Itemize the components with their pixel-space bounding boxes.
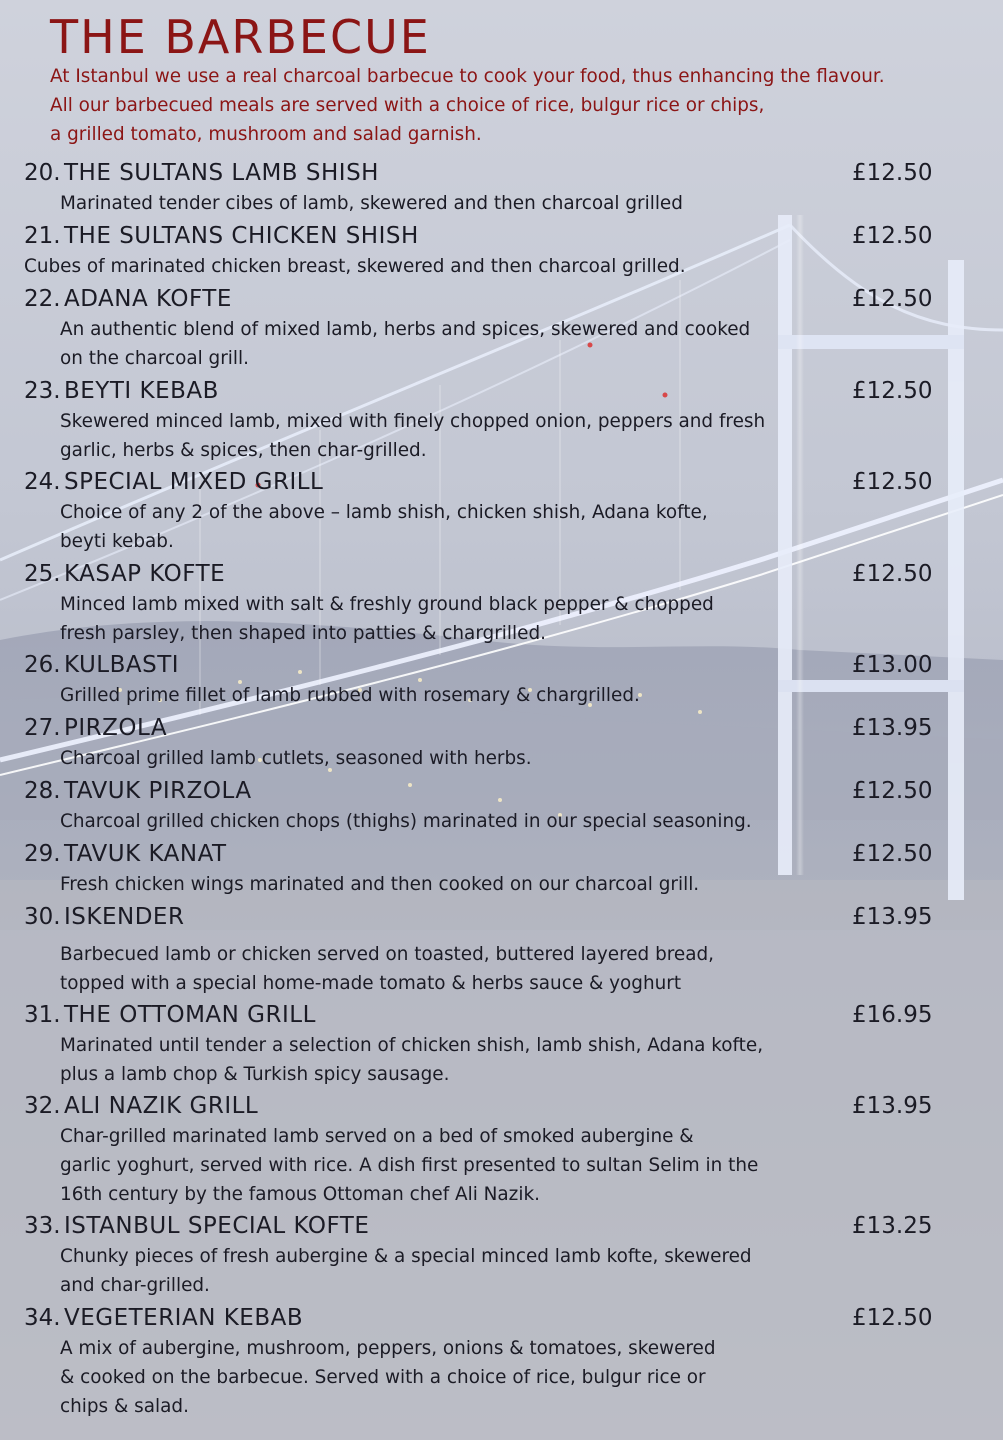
item-name: ALI NAZIK GRILL xyxy=(64,1093,259,1119)
item-name: PIRZOLA xyxy=(64,715,168,741)
item-description xyxy=(60,315,860,373)
intro-line: All our barbecued meals are served with a choice of rice, bulgur rice or chips, xyxy=(50,95,765,116)
item-number: 20. xyxy=(24,160,61,186)
item-number: 25. xyxy=(24,561,61,587)
item-number: 34. xyxy=(24,1305,61,1331)
item-price: £12.50 xyxy=(852,223,933,249)
menu-item xyxy=(0,376,1003,465)
item-number: 24. xyxy=(24,469,61,495)
description-line: and char-grilled. xyxy=(60,1275,210,1296)
item-number: 22. xyxy=(24,286,61,312)
item-name: TAVUK KANAT xyxy=(64,841,227,867)
item-name: ISKENDER xyxy=(64,904,185,930)
item-price: £13.00 xyxy=(852,652,933,678)
item-name: VEGETERIAN KEBAB xyxy=(64,1305,304,1331)
item-description xyxy=(60,498,860,556)
item-price: £13.95 xyxy=(852,715,933,741)
menu-item xyxy=(0,839,1003,899)
item-price: £16.95 xyxy=(852,1002,933,1028)
menu-item xyxy=(0,1091,1003,1209)
description-line: An authentic blend of mixed lamb, herbs and spices, skewered and cooked xyxy=(60,319,751,340)
description-line: chips & salad. xyxy=(60,1396,189,1417)
description-line: Skewered minced lamb, mixed with finely chopped onion, peppers and fresh xyxy=(60,411,766,432)
item-number: 31. xyxy=(24,1002,61,1028)
description-line: Choice of any 2 of the above – lamb shish, chicken shish, Adana kofte, xyxy=(60,502,708,523)
item-price: £13.95 xyxy=(852,1093,933,1119)
description-line: beyti kebab. xyxy=(60,531,174,552)
menu-item xyxy=(0,902,1003,998)
description-line: topped with a special home-made tomato & herbs sauce & yoghurt xyxy=(60,973,682,994)
item-number: 28. xyxy=(24,778,61,804)
item-name: TAVUK PIRZOLA xyxy=(64,778,252,804)
description-line: Marinated tender cibes of lamb, skewered and then charcoal grilled xyxy=(60,193,683,214)
item-description xyxy=(60,1334,860,1421)
description-line: Barbecued lamb or chicken served on toasted, buttered layered bread, xyxy=(60,944,714,965)
item-description xyxy=(60,744,860,773)
item-price: £12.50 xyxy=(852,841,933,867)
item-description xyxy=(60,870,860,899)
item-number: 27. xyxy=(24,715,61,741)
item-name: THE SULTANS CHICKEN SHISH xyxy=(64,223,419,249)
item-number: 21. xyxy=(24,223,61,249)
description-line: garlic yoghurt, served with rice. A dish first presented to sultan Selim in the xyxy=(60,1155,759,1176)
description-line: Cubes of marinated chicken breast, skewered and then charcoal grilled. xyxy=(24,256,686,277)
page-title: THE BARBECUE xyxy=(50,10,431,64)
item-price: £13.25 xyxy=(852,1213,933,1239)
item-price: £12.50 xyxy=(852,286,933,312)
item-price: £12.50 xyxy=(852,160,933,186)
item-description xyxy=(60,189,860,218)
description-line: fresh parsley, then shaped into patties & chargrilled. xyxy=(60,623,546,644)
item-description xyxy=(60,407,860,465)
menu-item xyxy=(0,284,1003,373)
description-line: A mix of aubergine, mushroom, peppers, onions & tomatoes, skewered xyxy=(60,1338,716,1359)
item-description xyxy=(60,681,860,710)
item-name: KASAP KOFTE xyxy=(64,561,226,587)
menu-item xyxy=(0,1211,1003,1300)
item-name: THE OTTOMAN GRILL xyxy=(64,1002,316,1028)
menu-item xyxy=(0,1000,1003,1089)
item-price: £12.50 xyxy=(852,469,933,495)
item-number: 30. xyxy=(24,904,61,930)
item-description xyxy=(60,1031,860,1089)
item-number: 23. xyxy=(24,378,61,404)
item-price: £12.50 xyxy=(852,778,933,804)
description-line: 16th century by the famous Ottoman chef Ali Nazik. xyxy=(60,1184,540,1205)
description-line: Grilled prime fillet of lamb rubbed with rosemary & chargrilled. xyxy=(60,685,640,706)
item-number: 26. xyxy=(24,652,61,678)
menu-item xyxy=(0,221,1003,281)
description-line: Minced lamb mixed with salt & freshly ground black pepper & chopped xyxy=(60,594,714,615)
item-description xyxy=(60,807,860,836)
item-price: £12.50 xyxy=(852,1305,933,1331)
item-number: 33. xyxy=(24,1213,61,1239)
item-description xyxy=(60,1242,860,1300)
item-description xyxy=(60,590,860,648)
menu-item xyxy=(0,467,1003,556)
description-line: Charcoal grilled lamb cutlets, seasoned with herbs. xyxy=(60,748,532,769)
item-number: 29. xyxy=(24,841,61,867)
item-number: 32. xyxy=(24,1093,61,1119)
item-description xyxy=(24,252,864,281)
menu-item xyxy=(0,158,1003,218)
description-line: Fresh chicken wings marinated and then cooked on our charcoal grill. xyxy=(60,874,700,895)
menu-item xyxy=(0,776,1003,836)
item-name: ISTANBUL SPECIAL KOFTE xyxy=(64,1213,370,1239)
description-line: Marinated until tender a selection of chicken shish, lamb shish, Adana kofte, xyxy=(60,1035,764,1056)
menu-item xyxy=(0,650,1003,710)
item-name: ADANA KOFTE xyxy=(64,286,232,312)
intro-line: At Istanbul we use a real charcoal barbecue to cook your food, thus enhancing the flavour. xyxy=(50,66,885,87)
description-line: Chunky pieces of fresh aubergine & a special minced lamb kofte, skewered xyxy=(60,1246,752,1267)
item-description xyxy=(60,1122,860,1209)
description-line: Charcoal grilled chicken chops (thighs) marinated in our special seasoning. xyxy=(60,811,752,832)
item-description xyxy=(60,940,860,998)
description-line: Char-grilled marinated lamb served on a bed of smoked aubergine & xyxy=(60,1126,694,1147)
item-price: £12.50 xyxy=(852,561,933,587)
item-price: £12.50 xyxy=(852,378,933,404)
description-line: plus a lamb chop & Turkish spicy sausage. xyxy=(60,1064,450,1085)
description-line: on the charcoal grill. xyxy=(60,348,249,369)
menu-item xyxy=(0,1303,1003,1421)
menu-item xyxy=(0,559,1003,648)
item-name: BEYTI KEBAB xyxy=(64,378,219,404)
intro-line: a grilled tomato, mushroom and salad garnish. xyxy=(50,124,482,145)
item-name: THE SULTANS LAMB SHISH xyxy=(64,160,379,186)
description-line: garlic, herbs & spices, then char-grilled. xyxy=(60,440,427,461)
menu-item xyxy=(0,713,1003,773)
item-price: £13.95 xyxy=(852,904,933,930)
description-line: & cooked on the barbecue. Served with a choice of rice, bulgur rice or xyxy=(60,1367,706,1388)
intro-text xyxy=(50,62,995,149)
item-name: KULBASTI xyxy=(64,652,180,678)
item-name: SPECIAL MIXED GRILL xyxy=(64,469,324,495)
